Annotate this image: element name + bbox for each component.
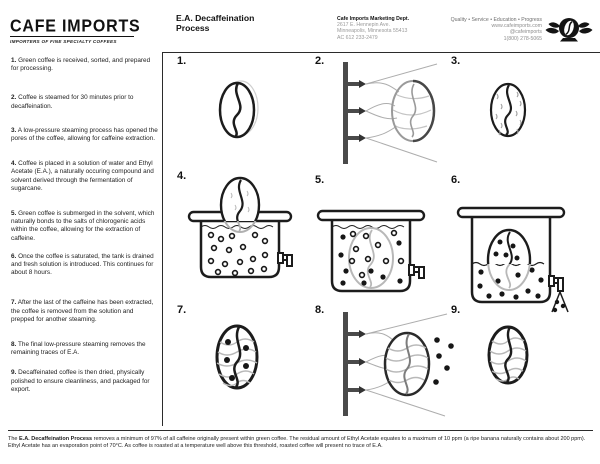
- step-4-number: 4.: [11, 160, 17, 168]
- page-title-line2: Process: [176, 22, 210, 33]
- step-5-number: 5.: [11, 210, 17, 218]
- step-6-number: 6.: [11, 252, 17, 260]
- page-title: [176, 14, 254, 33]
- website-line: www.cafeimports.com: [491, 23, 542, 30]
- step-8-text: The final low-pressure steaming removes the remaining traces of E.A.: [11, 341, 146, 357]
- contact-city: Minneapolis, Minnesota 55413: [337, 28, 408, 35]
- figure-7-label: 7.: [177, 304, 187, 316]
- step-6-text: Once the coffee is saturated, the tank is drained and fresh solution is introduced. This continues for about 8 hours.: [11, 252, 154, 277]
- contact-block: [337, 16, 409, 41]
- brand-block: [10, 17, 141, 45]
- step-3-text: A low-pressure steaming process has opened the pores of the coffee, allowing for caffeine extraction.: [11, 126, 158, 143]
- polished-bean-icon: [473, 315, 543, 395]
- figure-3-label: 3.: [451, 55, 461, 67]
- step-5-text: Green coffee is submerged in the solvent, which naturally bonds to the salts of chlorogenic acids within the coffee, allowing for the extraction of caffeine.: [11, 210, 155, 242]
- step-6: [11, 253, 158, 278]
- figure-9-label: 9.: [451, 304, 461, 316]
- figure-2-label: 2.: [315, 55, 325, 67]
- step-2-number: 2.: [11, 94, 17, 102]
- draining-tank-icon: [456, 202, 571, 317]
- figure-6-label: 6.: [451, 174, 461, 186]
- step-9: [11, 369, 158, 394]
- contact-phone: AC 612 233-2479: [337, 34, 378, 41]
- motto-block: [451, 17, 542, 42]
- step-2: [11, 94, 158, 110]
- final-steaming-icon: [335, 310, 460, 420]
- brand-rule: [10, 36, 134, 37]
- step-2-text: Coffee is steamed for 30 minutes prior to decaffeination.: [11, 94, 134, 110]
- figure-5-label: 5.: [315, 174, 325, 186]
- step-8-number: 8.: [11, 341, 17, 349]
- steam-nozzle-spray-icon: [333, 58, 453, 168]
- footer-body: removes a minimum of 97% of all caffeine originally present within green coffee. The residual amount of Ethyl Acetate equates to a maximum of 10 ppm (a ripe banana naturally contains about 200 ppm). Ethyl Acetate has an evaporation point of 70°C. As coffee is roasted at a temperature well above this threshold, roasted coffee will present no trace of E.A.: [8, 436, 586, 450]
- solution-tank-fill-icon: [185, 175, 295, 290]
- step-5: [11, 210, 158, 243]
- footer-divider: [8, 430, 593, 431]
- step-9-text: Decaffeinated coffee is then dried, physically polished to ensure cleanliness, and packaged for export.: [11, 369, 150, 393]
- brand-wordmark: CAFE IMPORTS: [10, 17, 141, 37]
- steps-column: [11, 57, 158, 394]
- step-3: [11, 127, 158, 143]
- figure-grid: [163, 53, 600, 425]
- step-1-text: Green coffee is received, sorted, and prepared for processing.: [11, 57, 151, 73]
- step-9-number: 9.: [11, 369, 17, 377]
- step-4-text: Coffee is placed in a solution of water and Ethyl Acetate (E.A.), a naturally occuring compound and solvent derived through the fermentation of sugarcane.: [11, 160, 154, 192]
- step-1-number: 1.: [11, 57, 17, 64]
- motto-line: Quality • Service • Education • Progress: [450, 17, 542, 23]
- step-1: [11, 57, 158, 73]
- brand-tagline: IMPORTERS OF FINE SPECIALTY COFFEES: [10, 39, 117, 45]
- contact-dept: Cafe Imports Marketing Dept.: [337, 16, 410, 22]
- social-line: @cafeimports: [509, 29, 542, 36]
- step-7: [11, 299, 158, 324]
- step-8: [11, 341, 158, 357]
- coffee-bean-icon: [202, 65, 272, 155]
- submerged-bean-tank-icon: [316, 203, 426, 303]
- footer-paragraph: [8, 436, 594, 450]
- figure-1-label: 1.: [177, 55, 187, 67]
- caffeine-extracted-bean-icon: [202, 312, 272, 402]
- porous-bean-icon: [473, 70, 543, 150]
- contact-street: 2617 E. Hennepin Ave.: [337, 22, 390, 29]
- step-7-text: After the last of the caffeine has been extracted, the coffee is removed from the solution and prepped for another steaming.: [11, 299, 154, 323]
- step-7-number: 7.: [11, 299, 17, 307]
- step-3-number: 3.: [11, 126, 17, 134]
- figure-4-label: 4.: [177, 170, 187, 182]
- footer-lead: The: [8, 436, 20, 442]
- coffee-branch-emblem-icon: [545, 15, 593, 45]
- page-title-line1: E.A. Decaffeination: [176, 13, 255, 23]
- phone-line: 1(800) 278-5065: [503, 35, 542, 42]
- figure-8-label: 8.: [315, 304, 325, 316]
- step-4: [11, 160, 158, 193]
- footer-process-title: E.A. Decaffeination Process: [19, 436, 93, 442]
